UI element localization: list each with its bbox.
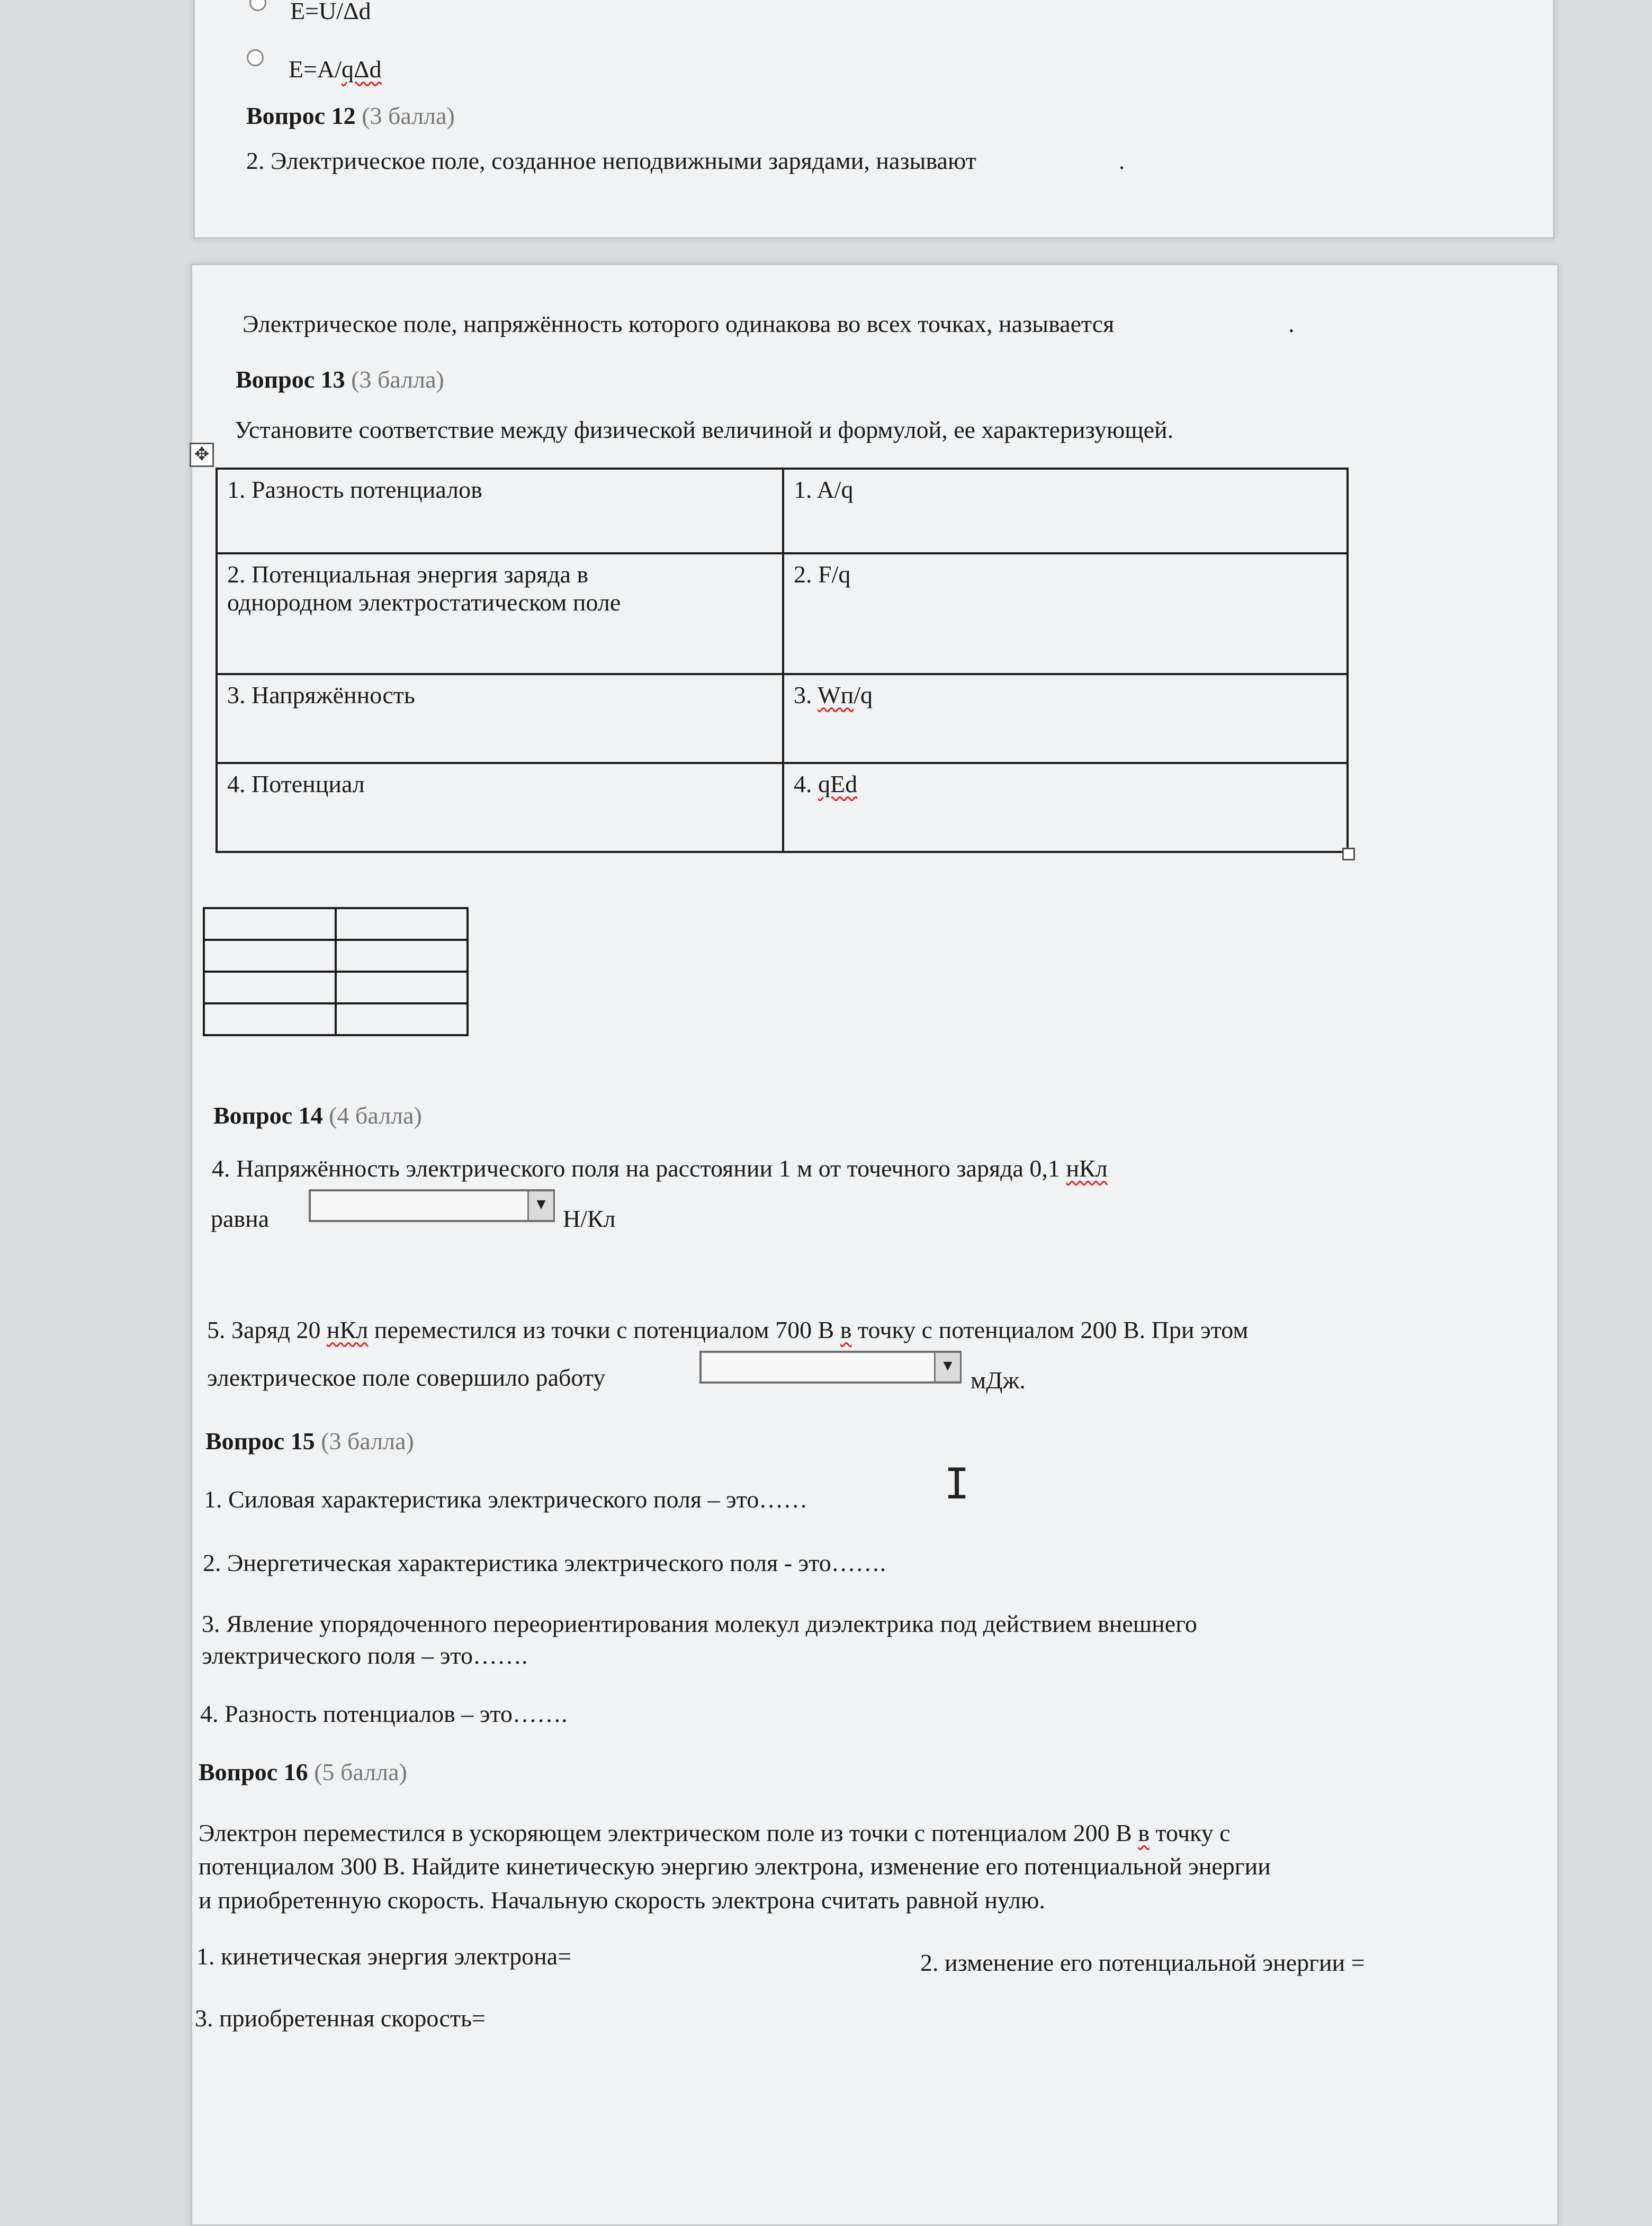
option-a-label: E=U/Δd (290, 0, 371, 24)
q13-title: Вопрос 13 (3 балла) (236, 366, 444, 393)
spellcheck-word: в (840, 1316, 852, 1343)
text: точку с потенциалом 200 В. При этом (851, 1316, 1249, 1343)
spellcheck-word: нКл (1066, 1155, 1108, 1182)
answer-cell[interactable] (204, 908, 336, 940)
table-row (204, 972, 468, 1003)
spellcheck-word: в (1138, 1819, 1150, 1846)
table-cell[interactable]: 1. Разность потенциалов (217, 469, 783, 553)
answer-cell[interactable] (336, 940, 468, 972)
spellcheck-word: нКл (327, 1316, 369, 1343)
cell-text: однородном электростатическом поле (227, 588, 621, 616)
text: 4. Напряжённость электрического поля на расстоянии 1 м от точечного заряда 0,1 (212, 1155, 1066, 1182)
table-resize-handle[interactable] (1342, 848, 1355, 860)
answer-grid (203, 907, 469, 1036)
q16-line3: и приобретенную скорость. Начальную скорость электрона считать равной нулю. (199, 1887, 1045, 1914)
q12-text2: Электрическое поле, напряжённость которого одинакова во всех точках, называется (243, 310, 1115, 337)
table-cell[interactable] (783, 674, 1348, 763)
q15-item: 4. Разность потенциалов – это……. (200, 1700, 568, 1727)
q12-blank-end2: . (1288, 310, 1295, 337)
q15-title: Вопрос 15 (3 балла) (205, 1428, 414, 1455)
text: 5. Заряд 20 (207, 1316, 327, 1343)
table-row (217, 553, 1348, 674)
q14-item5-suffix: мДж. (971, 1367, 1026, 1394)
text: Электрон переместился в ускоряющем электрическом поле из точки с потенциалом 200 В (199, 1819, 1138, 1846)
table-cell[interactable]: 2. F/q (783, 553, 1348, 674)
cell-text: 2. Потенциальная энергия заряда в (227, 561, 589, 588)
q12-blank-end: . (1119, 147, 1125, 174)
q12-title: Вопрос 12 (3 балла) (246, 102, 455, 129)
radio-option-b[interactable] (247, 49, 264, 66)
table-row (204, 908, 468, 940)
dropdown-arrow-icon[interactable]: ▼ (527, 1191, 553, 1220)
answer-cell[interactable] (336, 1003, 468, 1035)
table-row (217, 674, 1348, 763)
q15-item: 3. Явление упорядоченного переориентирования молекул диэлектрика под действием внешнего (202, 1610, 1197, 1637)
table-cell[interactable]: 3. Напряжённость (217, 674, 783, 763)
q16-line1 (199, 1819, 1231, 1847)
answer-cell[interactable] (204, 972, 336, 1003)
cell-text: 3. (794, 681, 818, 708)
table-row (204, 1003, 468, 1035)
spellcheck-word: Wп (818, 681, 854, 708)
spellcheck-word: qΔd (342, 56, 382, 83)
table-cell[interactable] (783, 763, 1348, 852)
q12-text: 2. Электрическое поле, созданное неподвижными зарядами, называют (246, 147, 976, 174)
spellcheck-word: qEd (818, 770, 858, 797)
q16-answer-1: 1. кинетическая энергия электрона= (196, 1943, 572, 1970)
answer-dropdown-1[interactable] (309, 1189, 555, 1222)
table-row (204, 940, 468, 972)
table-row (217, 763, 1348, 852)
q14-item4-suffix: Н/Кл (563, 1205, 616, 1232)
q14-item4-text (212, 1155, 1108, 1183)
table-cell[interactable]: 1. A/q (783, 469, 1348, 553)
radio-option-a[interactable] (249, 0, 266, 11)
q16-answer-2: 2. изменение его потенциальной энергии = (920, 1949, 1365, 1976)
answer-cell[interactable] (204, 940, 336, 972)
text-cursor-icon: I (944, 1459, 970, 1509)
q14-item5-line2: электрическое поле совершило работу (207, 1364, 606, 1391)
q15-item: электрического поля – это……. (202, 1642, 528, 1669)
table-row (217, 469, 1348, 553)
option-b-label: E=A/qΔd (289, 56, 382, 83)
q13-instruction: Установите соответствие между физической величиной и формулой, ее характеризующей. (235, 416, 1174, 443)
matching-table (216, 468, 1349, 853)
q14-item4-prefix: равна (211, 1205, 270, 1232)
cell-text: /q (854, 681, 873, 708)
q15-item: 1. Силовая характеристика электрического поля – это…… (204, 1486, 808, 1513)
q14-item5-text (207, 1316, 1248, 1344)
document-page-1 (193, 0, 1555, 239)
answer-cell[interactable] (336, 972, 468, 1003)
dropdown-arrow-icon[interactable]: ▼ (934, 1353, 960, 1381)
answer-cell[interactable] (204, 1003, 336, 1035)
q16-line2: потенциалом 300 В. Найдите кинетическую энергию электрона, изменение его потенциальной энергии (199, 1853, 1271, 1880)
q14-title: Вопрос 14 (4 балла) (213, 1102, 422, 1129)
q16-title: Вопрос 16 (5 балла) (199, 1758, 407, 1785)
answer-cell[interactable] (336, 908, 468, 940)
text: точку с (1150, 1819, 1231, 1846)
table-cell[interactable] (217, 553, 783, 674)
answer-dropdown-2[interactable] (699, 1351, 962, 1384)
q16-answer-3: 3. приобретенная скорость= (195, 2005, 486, 2032)
document-page-2 (191, 264, 1559, 2226)
cell-text: 4. (794, 770, 818, 797)
move-cross-icon[interactable]: ✥ (190, 443, 214, 467)
text: переместился из точки с потенциалом 700 В (368, 1316, 840, 1343)
table-cell[interactable]: 4. Потенциал (217, 763, 783, 852)
q15-item: 2. Энергетическая характеристика электрического поля - это……. (203, 1549, 886, 1576)
